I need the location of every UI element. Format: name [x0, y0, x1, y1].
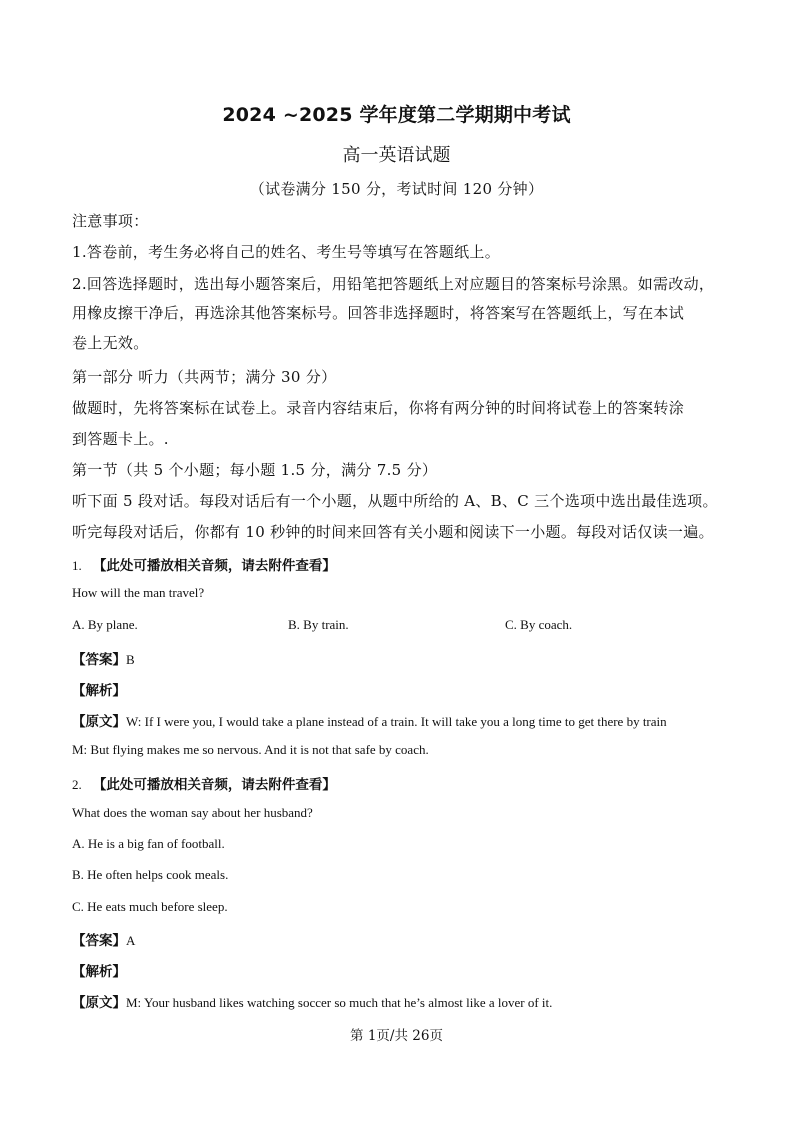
- notice-item-2-line-3: 卷上无效。: [72, 334, 149, 352]
- transcript-label: 【原文】: [72, 995, 126, 1011]
- question-2-text: What does the woman say about her husband?: [72, 805, 313, 820]
- transcript-text: M: Your husband likes watching soccer so much that he’s almost like a lover of it.: [126, 995, 553, 1010]
- question-2-audio-link[interactable]: 【此处可播放相关音频，请去附件查看】: [92, 777, 336, 793]
- notice-item-1: 1.答卷前，考生务必将自己的姓名、考生号等填写在答题纸上。: [72, 243, 501, 261]
- answer-value: A: [126, 933, 136, 948]
- question-1-header: [72, 554, 336, 574]
- question-1-answer: [72, 648, 135, 668]
- part1-heading: 第一部分 听力（共两节；满分 30 分）: [72, 368, 337, 386]
- exam-title: 2024 ~2025 学年度第二学期期中考试: [222, 104, 571, 126]
- question-2-option-a: A. He is a big fan of football.: [72, 836, 225, 851]
- question-1-transcript-line-1: [72, 710, 667, 730]
- question-2-header: [72, 773, 336, 793]
- part1-instructions-line-2: 到答题卡上。.: [72, 430, 169, 448]
- notice-item-2-line-2: 用橡皮擦干净后，再选涂其他答案标号。回答非选择题时，将答案写在答题纸上，写在本试: [72, 304, 685, 322]
- answer-label: 【答案】: [72, 652, 126, 668]
- question-1-analysis-label: 【解析】: [72, 683, 126, 699]
- section1-instructions-line-1: 听下面 5 段对话。每段对话后有一个小题，从题中所给的 A、B、C 三个选项中选出最佳选项。: [72, 492, 718, 510]
- question-1-option-b: B. By train.: [288, 617, 349, 632]
- question-1-transcript-line-2: M: But flying makes me so nervous. And it is not that safe by coach.: [72, 742, 429, 757]
- question-2-analysis-label: 【解析】: [72, 964, 126, 980]
- question-1-text: How will the man travel?: [72, 585, 205, 600]
- section1-heading: 第一节（共 5 个小题；每小题 1.5 分，满分 7.5 分）: [72, 461, 438, 479]
- question-2-number: 2.: [72, 777, 82, 792]
- question-2-transcript-line-1: [72, 991, 552, 1011]
- section1-instructions-line-2: 听完每段对话后，你都有 10 秒钟的时间来回答有关小题和阅读下一小题。每段对话仅读一遍。: [72, 523, 714, 541]
- question-1-option-c: C. By coach.: [505, 617, 573, 632]
- part1-instructions-line-1: 做题时，先将答案标在试卷上。录音内容结束后，你将有两分钟的时间将试卷上的答案转涂: [72, 399, 685, 417]
- notice-item-2-line-1: 2.回答选择题时，选出每小题答案后，用铅笔把答题纸上对应题目的答案标号涂黑。如需改动，: [72, 275, 715, 293]
- notice-heading: 注意事项：: [72, 212, 149, 230]
- exam-note: （试卷满分 150 分，考试时间 120 分钟）: [249, 180, 544, 198]
- transcript-label: 【原文】: [72, 714, 126, 730]
- question-1-number: 1.: [72, 558, 82, 573]
- question-1-option-a: A. By plane.: [72, 617, 138, 632]
- question-2-option-c: C. He eats much before sleep.: [72, 899, 228, 914]
- answer-value: B: [126, 652, 135, 667]
- question-2-option-b: B. He often helps cook meals.: [72, 867, 229, 882]
- exam-subtitle: 高一英语试题: [342, 145, 451, 166]
- answer-label: 【答案】: [72, 933, 126, 949]
- page-number-footer: 第 1页/共 26页: [350, 1028, 443, 1044]
- transcript-text: W: If I were you, I would take a plane instead of a train. It will take you a long time to get there by train: [126, 714, 667, 729]
- question-2-answer: [72, 929, 135, 949]
- question-1-audio-link[interactable]: 【此处可播放相关音频，请去附件查看】: [92, 558, 336, 574]
